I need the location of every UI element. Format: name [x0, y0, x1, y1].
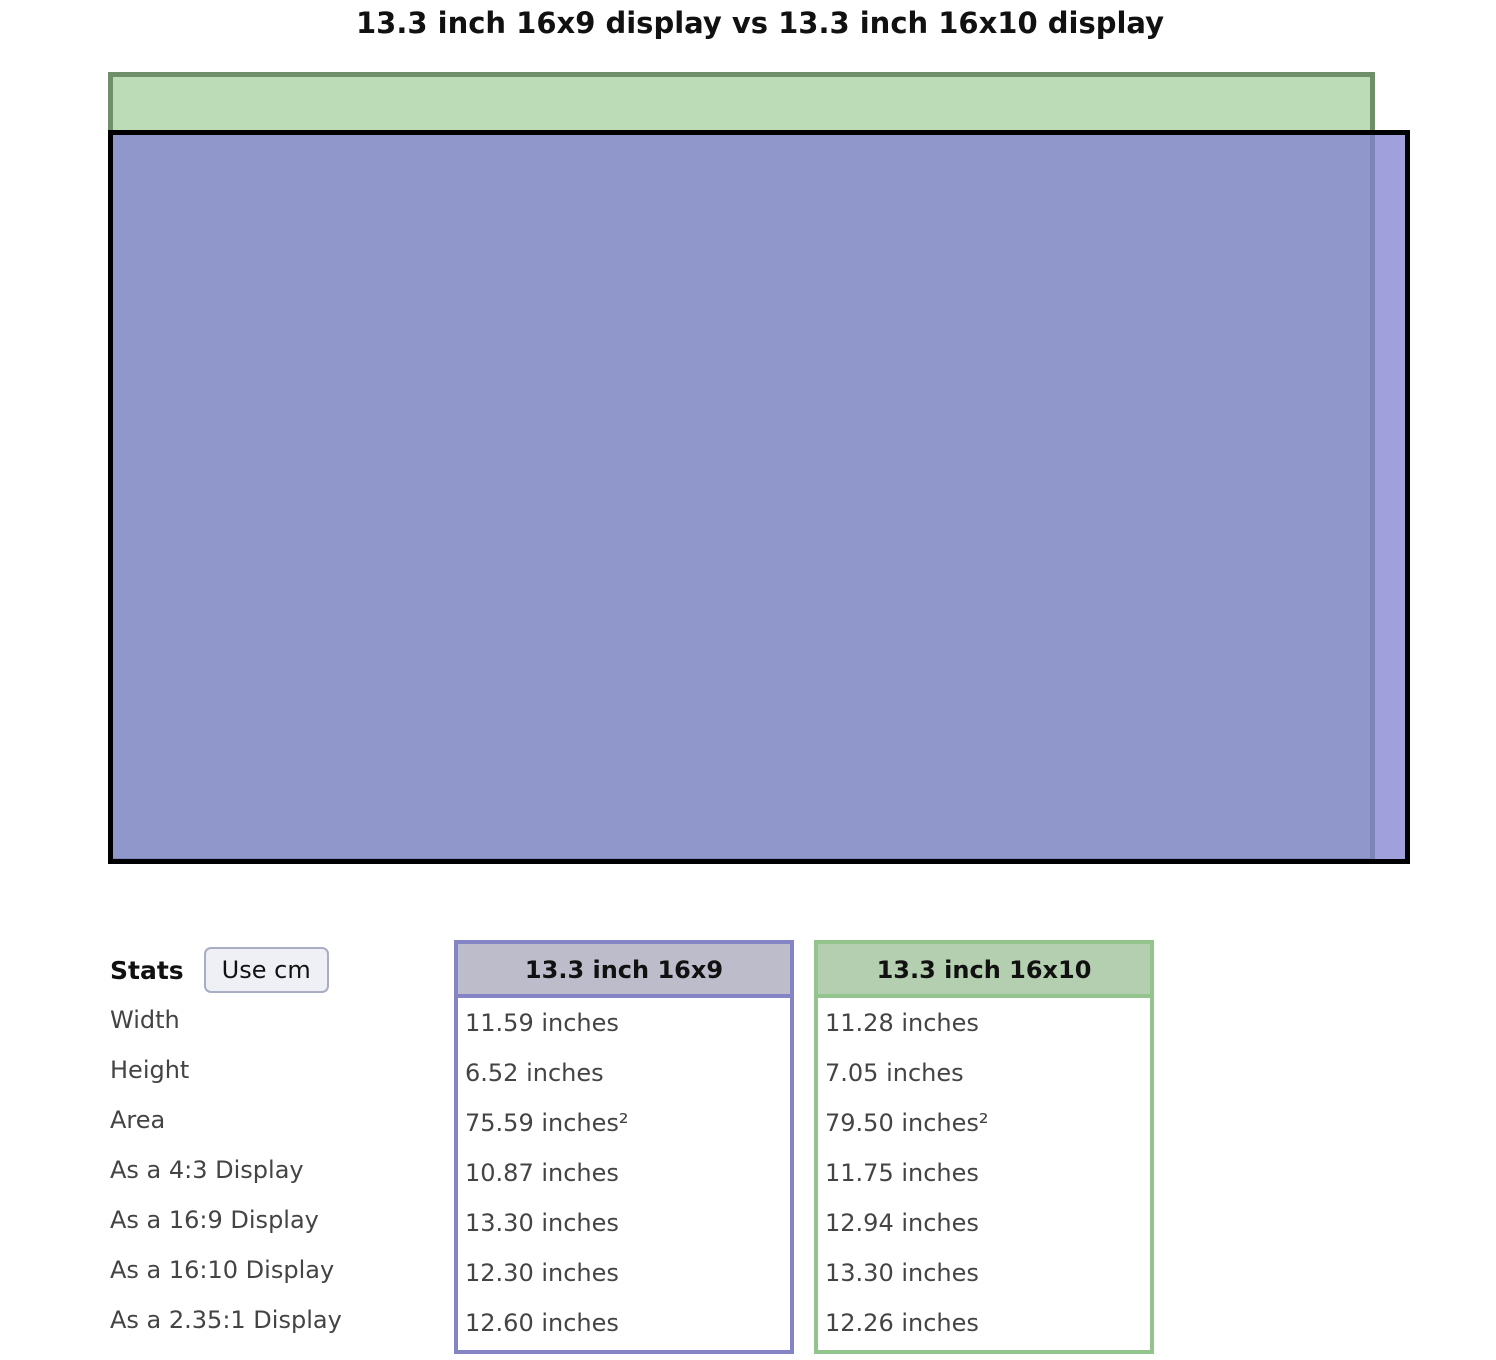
stat-label-height: Height — [110, 1056, 190, 1084]
value-16-10-16x10: 13.30 inches — [825, 1259, 979, 1287]
display-column-16x9 — [454, 940, 794, 1354]
value-area-16x9: 75.59 inches² — [465, 1109, 629, 1137]
column-header-16x9: 13.3 inch 16x9 — [458, 944, 790, 998]
use-cm-button[interactable]: Use cm — [204, 947, 329, 993]
value-16-10-16x9: 12.30 inches — [465, 1259, 619, 1287]
display-rect-16x9 — [108, 130, 1410, 864]
value-4-3-16x10: 11.75 inches — [825, 1159, 979, 1187]
stats-title: Stats — [110, 955, 184, 985]
stat-label-width: Width — [110, 1006, 180, 1034]
display-column-16x10 — [814, 940, 1154, 1354]
column-values-16x10 — [818, 998, 1150, 1348]
stats-header — [110, 945, 440, 995]
value-area-16x10: 79.50 inches² — [825, 1109, 989, 1137]
page-title: 13.3 inch 16x9 display vs 13.3 inch 16x10 display — [355, 6, 1165, 40]
value-16-9-16x10: 12.94 inches — [825, 1209, 979, 1237]
stat-label-16-10: As a 16:10 Display — [110, 1256, 335, 1284]
stat-label-16-9: As a 16:9 Display — [110, 1206, 319, 1234]
value-2-35-1-16x10: 12.26 inches — [825, 1309, 979, 1337]
column-values-16x9 — [458, 998, 790, 1348]
value-height-16x10: 7.05 inches — [825, 1059, 964, 1087]
value-2-35-1-16x9: 12.60 inches — [465, 1309, 619, 1337]
stat-label-4-3: As a 4:3 Display — [110, 1156, 304, 1184]
value-4-3-16x9: 10.87 inches — [465, 1159, 619, 1187]
stat-label-2-35-1: As a 2.35:1 Display — [110, 1306, 342, 1334]
value-width-16x9: 11.59 inches — [465, 1009, 619, 1037]
value-16-9-16x9: 13.30 inches — [465, 1209, 619, 1237]
value-height-16x9: 6.52 inches — [465, 1059, 604, 1087]
stats-labels-column — [110, 945, 440, 1345]
value-width-16x10: 11.28 inches — [825, 1009, 979, 1037]
stat-label-area: Area — [110, 1106, 166, 1134]
column-header-16x10: 13.3 inch 16x10 — [818, 944, 1150, 998]
